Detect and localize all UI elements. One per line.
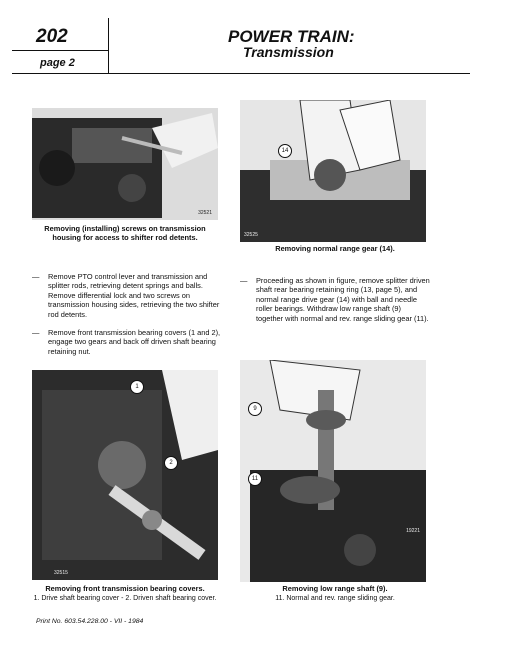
callout-14: 14: [278, 144, 292, 158]
gear-photo-art: [240, 100, 426, 242]
header-rule-short: [12, 50, 108, 51]
page-subnumber: page 2: [40, 57, 75, 69]
instruction-text: Proceeding as shown in figure, remove splitter driven shaft rear bearing retaining ring (13, page 5), and normal range drive gear (14) with ball and needle roller bearings. Withdraw low range shaft (9) together with normal and rev. range sliding gear (11).: [256, 276, 430, 323]
header-rule: [12, 73, 470, 74]
bearing-photo-art: [32, 370, 218, 580]
figure-photo-bearing-covers: [32, 370, 218, 580]
figure-caption: Removing (installing) screws on transmission housing for access to shifter rod detents.: [44, 224, 206, 242]
callout-1: 1: [130, 380, 144, 394]
instructions-right: [240, 276, 430, 332]
print-number-footer: Print No. 603.54.228.00 - VII - 1984: [36, 618, 144, 625]
dash-bullet: —: [32, 272, 40, 281]
dash-bullet: —: [32, 328, 40, 338]
figure-caption: Removing front transmission bearing covers.: [45, 584, 205, 593]
figure-caption: Removing low range shaft (9).: [282, 584, 388, 593]
instructions-left: [32, 272, 222, 365]
callout-2: 2: [164, 456, 178, 470]
instruction-item: [240, 276, 430, 323]
figure-tag: 32521: [198, 210, 212, 216]
figure-photo-low-range-shaft: [240, 360, 426, 582]
callout-9: 9: [248, 402, 262, 416]
figure-photo-normal-range-gear: [240, 100, 426, 242]
section-title: POWER TRAIN:: [228, 27, 355, 46]
shaft-photo-art: [240, 360, 426, 582]
instruction-text: Remove PTO control lever and transmission and splitter rods, retrieving detent springs and balls. Remove differential lock and two screws on transmission housing sides, retrieving the two shifter rod detents.: [48, 272, 220, 319]
header-divider: [108, 18, 109, 74]
instruction-item: [32, 272, 222, 319]
instruction-text: Remove front transmission bearing covers (1 and 2), engage two gears and back off driven shaft bearing retaining nut.: [48, 328, 221, 356]
figure-photo-housing-screws: [32, 108, 218, 220]
figure-tag: 32515: [54, 570, 68, 576]
figure-note: 11. Normal and rev. range sliding gear.: [275, 595, 395, 602]
instruction-item: [32, 328, 222, 356]
figure-caption: Removing normal range gear (14).: [275, 244, 395, 253]
section-subtitle: Transmission: [243, 44, 334, 60]
housing-photo-art: [32, 108, 218, 220]
page-number: 202: [36, 26, 68, 47]
dash-bullet: —: [240, 276, 248, 285]
figure-tag: 19221: [406, 528, 420, 534]
figure-note: 1. Drive shaft bearing cover - 2. Driven shaft bearing cover.: [33, 595, 217, 602]
callout-11: 11: [248, 472, 262, 486]
figure-tag: 32525: [244, 232, 258, 238]
